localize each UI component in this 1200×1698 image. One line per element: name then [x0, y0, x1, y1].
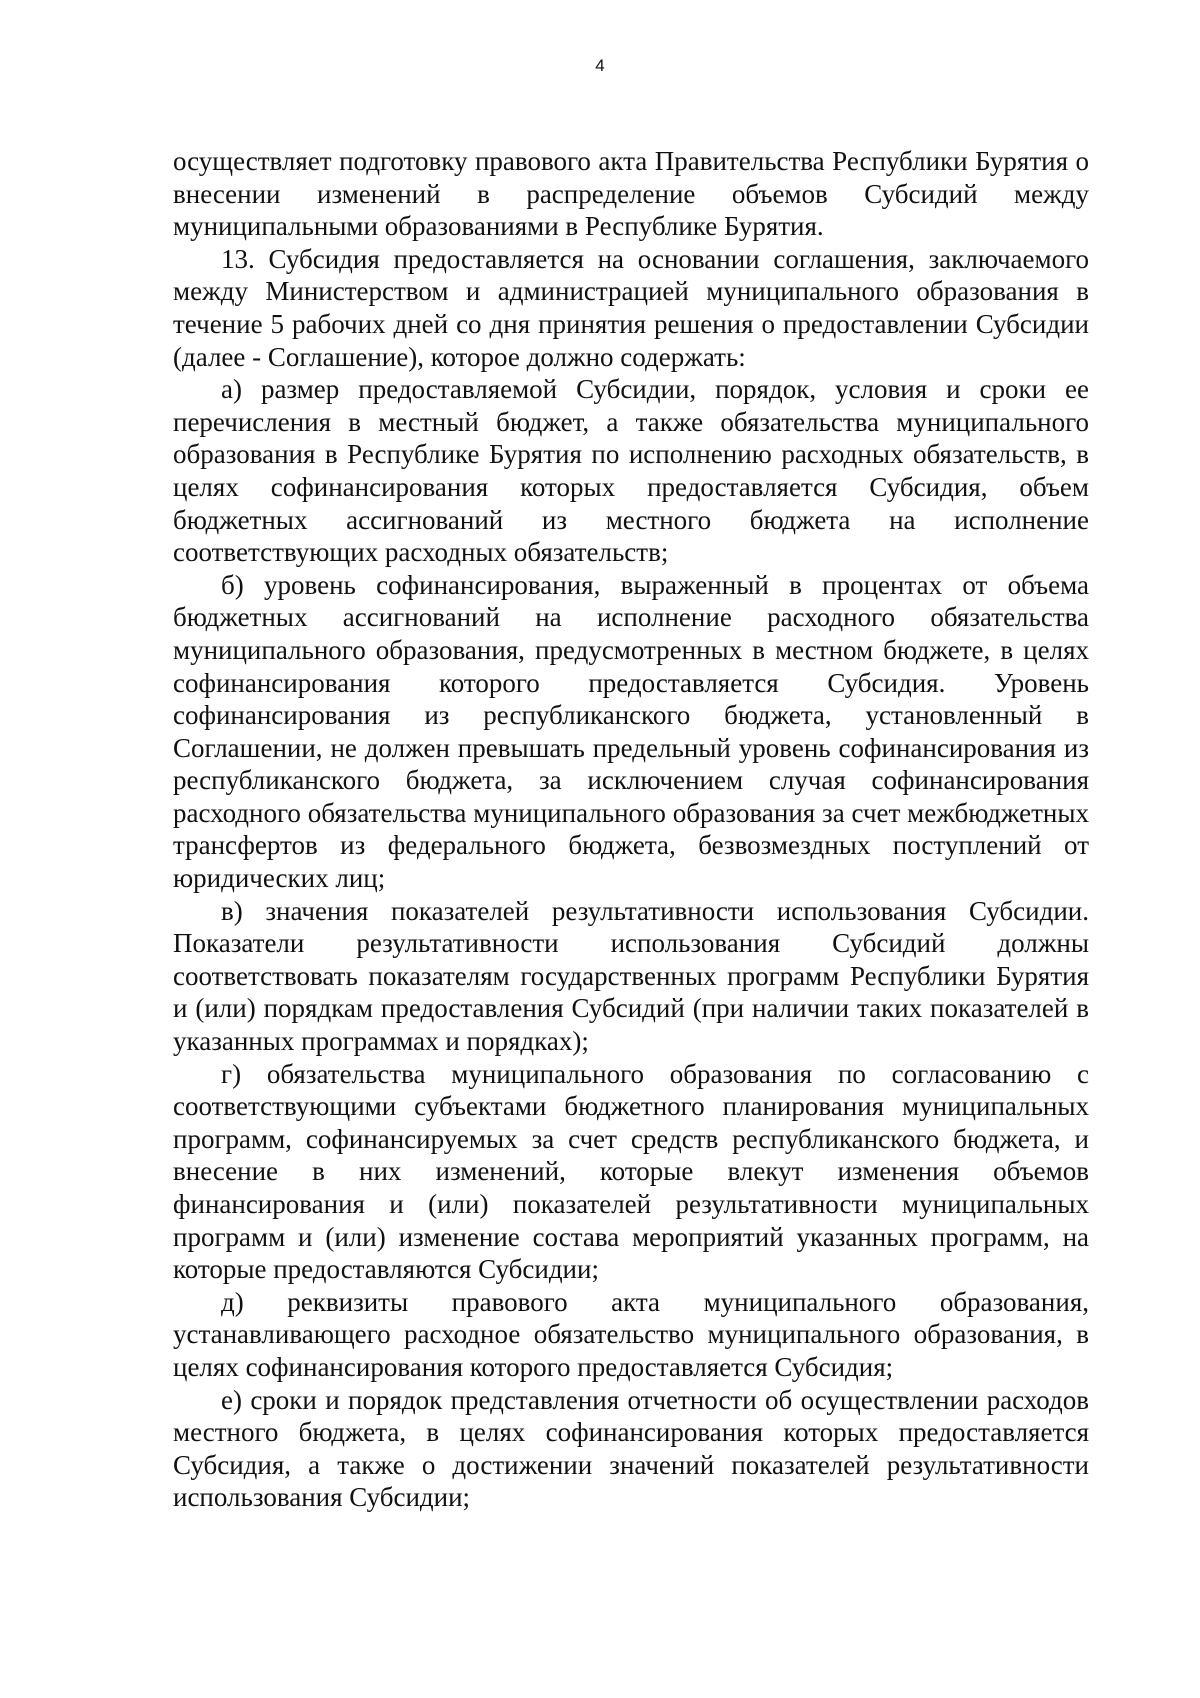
document-body	[173, 145, 1089, 1514]
paragraph-subitem-a: а) размер предоставляемой Субсидии, порядок, условия и сроки ее перечисления в местный бюджет, а также обязательства муниципального образования в Республике Бурятия по исполнению расходных обязательств, в целях софинансирования которых предоставляется Субсидия, объем бюджетных ассигнований из местного бюджета на исполнение соответствующих расходных обязательств;	[173, 374, 1089, 568]
paragraph-item-13: 13. Субсидия предоставляется на основании соглашения, заключаемого между Министерством и администрацией муниципального образования в течение 5 рабочих дней со дня принятия решения о предоставлении Субсидии (далее - Соглашение), которое должно содержать:	[173, 243, 1089, 372]
paragraph-subitem-d: д) реквизиты правового акта муниципального образования, устанавливающего расходное обязательство муниципального образования, в целях софинансирования которого предоставляется Субсидия;	[173, 1286, 1089, 1382]
paragraph-continuation: осуществляет подготовку правового акта Правительства Республики Бурятия о внесении изменений в распределение объемов Субсидий между муниципальными образованиями в Республике Бурятия.	[173, 146, 1089, 242]
paragraph-subitem-g: г) обязательства муниципального образования по согласованию с соответствующими субъектами бюджетного планирования муниципальных программ, софинансируемых за счет средств республиканского бюджета, и внесение в них изменений, которые влекут изменения объемов финансирования и (или) показателей результативности муниципальных программ и (или) изменение состава мероприятий указанных программ, на которые предоставляются Субсидии;	[173, 1058, 1089, 1285]
paragraph-subitem-b: б) уровень софинансирования, выраженный в процентах от объема бюджетных ассигнований на исполнение расходного обязательства муниципального образования, предусмотренных в местном бюджете, в целях софинансирования которого предоставляется Субсидия. Уровень софинансирования из республиканского бюджета, установленный в Соглашении, не должен превышать предельный уровень софинансирования из республиканского бюджета, за исключением случая софинансирования расходного обязательства муниципального образования за счет межбюджетных трансфертов из федерального бюджета, безвозмездных поступлений от юридических лиц;	[173, 569, 1089, 894]
paragraph-subitem-e: е) сроки и порядок представления отчетности об осуществлении расходов местного бюджета, в целях софинансирования которых предоставляется Субсидия, а также о достижении значений показателей результативности использования Субсидии;	[173, 1384, 1089, 1513]
page-number: 4	[595, 56, 605, 75]
paragraph-subitem-v: в) значения показателей результативности использования Субсидии. Показатели результативности использования Субсидий должны соответствовать показателям государственных программ Республики Бурятия и (или) порядкам предоставления Субсидий (при наличии таких показателей в указанных программах и порядках);	[173, 895, 1089, 1057]
